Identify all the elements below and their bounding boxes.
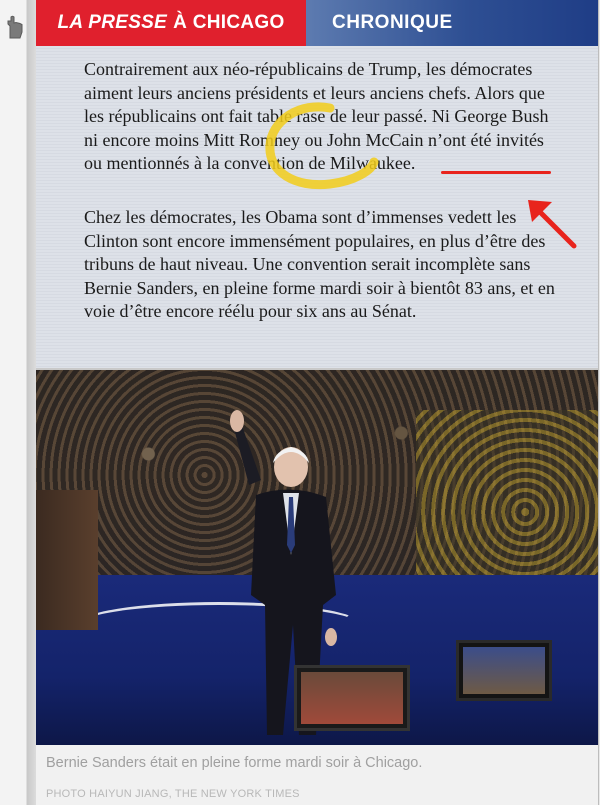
article-paragraph-2: Chez les démocrates, les Obama sont d’immenses vedett les Clinton sont encore immensément populaires, en plus d’être des tribuns de haut niveau. Une convention serait incomplète sans Bernie Sanders, en pleine forme mardi soir à bientôt 83 ans, et en voie d’être encore réélu pour six ans au Sénat.: [84, 207, 555, 321]
yellow-circle-annotation: [260, 100, 380, 190]
podium: [36, 490, 98, 630]
brand-location: À CHICAGO: [173, 12, 285, 33]
stage-monitor-center: [294, 665, 410, 731]
red-underline-annotation: [441, 171, 551, 174]
brand-banner: [36, 0, 306, 46]
photo-credit: PHOTO HAIYUN JIANG, THE NEW YORK TIMES: [46, 788, 300, 800]
monitor-screen: [463, 647, 545, 694]
article-paragraph-1: Contrairement aux néo-républicains de Trump, les démocrates aiment leurs anciens présidents et leurs anciens chefs. Alors que les républicains ont fait table rase de leur passé. Ni George Bush ni encore moins Mitt Romney ou John McCain n’ont été invités ou mentionnés à la convention de Milwaukee.: [84, 59, 549, 173]
caption-area: [36, 745, 598, 805]
photo-caption: Bernie Sanders était en pleine forme mardi soir à Chicago.: [46, 755, 423, 771]
article-photo: [36, 370, 598, 745]
monitor-screen: [301, 672, 403, 724]
stage-monitor-right: [456, 640, 552, 701]
hand-cursor-icon: [2, 14, 28, 40]
crowd-right: [416, 410, 598, 580]
section-banner: [306, 0, 598, 46]
left-gutter: [0, 0, 36, 805]
brand-name: LA PRESSE: [57, 12, 168, 33]
section-label: CHRONIQUE: [332, 12, 453, 33]
page-header: [36, 0, 598, 46]
article-page: [36, 0, 599, 805]
red-arrow-annotation: [524, 194, 580, 252]
article-body: [36, 46, 598, 368]
